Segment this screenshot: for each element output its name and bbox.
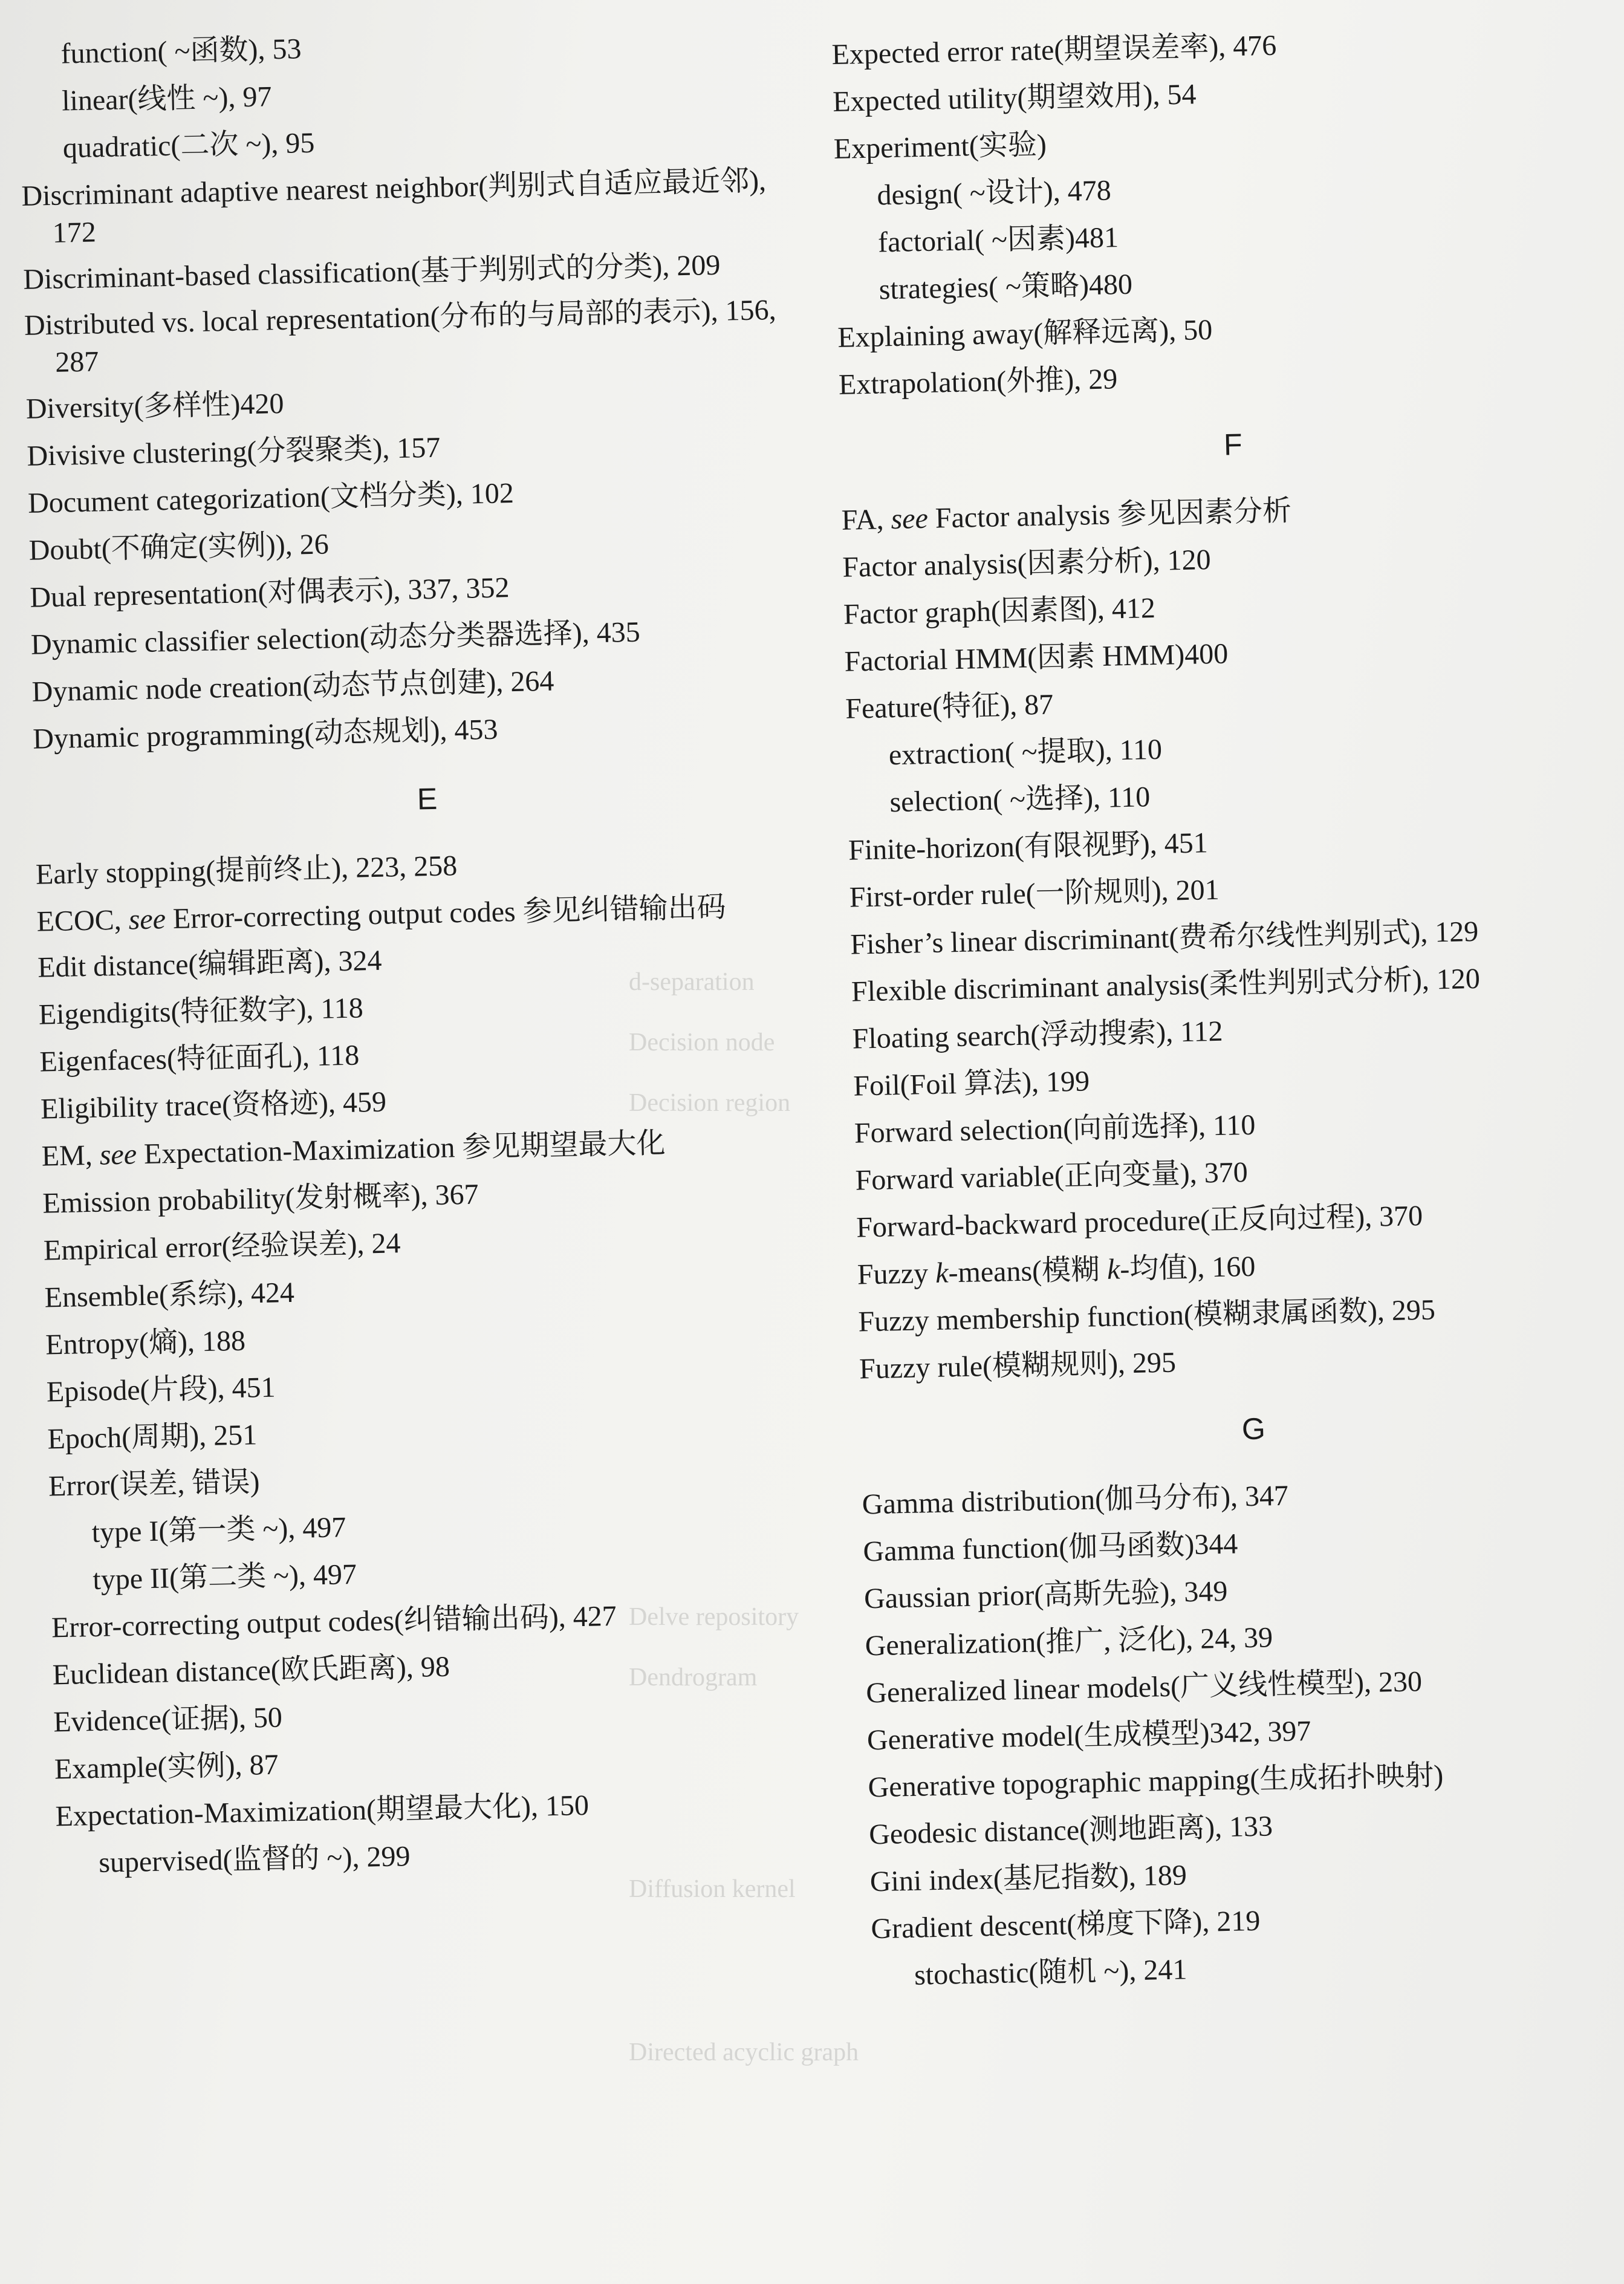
- index-entry: Doubt(不确定(实例)), 26: [28, 528, 330, 567]
- index-entry-see: [841, 486, 1624, 539]
- index-entry: Discriminant-based classification(基于判别式的分类), 209: [22, 249, 721, 296]
- index-subentry: extraction( ~提取), 110: [888, 733, 1163, 772]
- index-subentry: supervised(监督的 ~), 299: [98, 1840, 411, 1879]
- index-entry: Divisive clustering(分裂聚类), 157: [26, 431, 441, 472]
- index-entry: Episode(片段), 451: [46, 1371, 276, 1408]
- bleed-through-text: d-separation: [629, 968, 755, 996]
- index-entry: Expected utility(期望效用), 54: [832, 78, 1197, 118]
- index-entry: Generalized linear models(广义线性模型), 230: [865, 1665, 1423, 1710]
- index-entry-see: [41, 1121, 828, 1175]
- index-entry: Expected error rate(期望误差率), 476: [831, 29, 1277, 71]
- index-subentry: factorial( ~因素)481: [877, 221, 1119, 259]
- index-entry: Finite-horizon(有限视野), 451: [848, 827, 1209, 867]
- see-label: see: [890, 502, 929, 536]
- index-entry: Example(实例), 87: [54, 1748, 279, 1786]
- index-entry: Eigendigits(特征数字), 118: [38, 992, 364, 1031]
- index-entry: Epoch(周期), 251: [47, 1419, 258, 1456]
- entry-term: FA,: [841, 503, 885, 536]
- index-entry: Feature(特征), 87: [845, 688, 1054, 725]
- bleed-through-text: Diffusion kernel: [629, 1875, 796, 1903]
- index-entry: Gamma distribution(伽马分布), 347: [862, 1479, 1289, 1521]
- index-subentry: design( ~设计), 478: [876, 174, 1112, 212]
- index-subentry: function( ~函数), 53: [60, 33, 302, 70]
- index-entry: Geodesic distance(测地距离), 133: [868, 1810, 1273, 1851]
- index-entry: Euclidean distance(欧氏距离), 98: [52, 1650, 450, 1691]
- entry-reference: Error-correcting output codes 参见纠错输出码: [172, 891, 727, 935]
- section-letter-f: F: [1223, 427, 1243, 462]
- index-entry: Foil(Foil 算法), 199: [853, 1065, 1090, 1102]
- index-entry: Dynamic node creation(动态节点创建), 264: [31, 665, 554, 708]
- index-entry: First-order rule(一阶规则), 201: [849, 873, 1220, 914]
- index-entry: Empirical error(经验误差), 24: [43, 1227, 401, 1267]
- index-entry: Generative topographic mapping(生成拓扑映射): [868, 1759, 1444, 1804]
- index-entry: Gini index(基尼指数), 189: [869, 1859, 1187, 1898]
- section-letter-g: G: [1241, 1411, 1266, 1446]
- index-entry: Ensemble(系综), 424: [44, 1276, 295, 1314]
- entry-term: ECOC,: [36, 903, 122, 938]
- index-entry: Eligibility trace(资格迹), 459: [40, 1085, 387, 1125]
- bleed-through-text: Dendrogram: [629, 1664, 758, 1691]
- index-entry: Fuzzy rule(模糊规则), 295: [859, 1346, 1177, 1385]
- entry-reference: Expectation-Maximization 参见期望最大化: [143, 1127, 666, 1171]
- bleed-through-text: Decision node: [629, 1029, 775, 1056]
- entry-text: Fuzzy: [857, 1257, 936, 1291]
- index-entry: Document categorization(文档分类), 102: [27, 477, 515, 519]
- index-entry: Experiment(实验): [833, 128, 1047, 165]
- index-entry: Extrapolation(外推), 29: [838, 363, 1118, 401]
- index-entry: Emission probability(发射概率), 367: [42, 1178, 479, 1220]
- index-entry: Explaining away(解释远离), 50: [837, 313, 1213, 354]
- entry-variable: k: [1106, 1253, 1120, 1286]
- entry-text: -means(模糊: [947, 1253, 1108, 1289]
- index-subentry: selection( ~选择), 110: [889, 781, 1151, 819]
- index-entry: Dynamic programming(动态规划), 453: [32, 713, 498, 755]
- index-entry: Generalization(推广, 泛化), 24, 39: [865, 1621, 1273, 1662]
- index-subentry: quadratic(二次 ~), 95: [62, 126, 315, 164]
- index-entry-fuzzy-kmeans: [857, 1240, 1624, 1293]
- index-entry: Factorial HMM(因素 HMM)400: [844, 637, 1229, 678]
- entry-variable: k: [935, 1257, 949, 1289]
- index-entry: Gradient descent(梯度下降), 219: [871, 1904, 1261, 1945]
- bleed-through-text: Directed acyclic graph: [629, 2038, 859, 2066]
- bleed-through-text: Delve repository: [629, 1603, 799, 1631]
- index-entry: Error(误差, 错误): [48, 1466, 260, 1503]
- index-entry: Error-correcting output codes(纠错输出码), 427: [51, 1599, 617, 1644]
- index-entry: Discriminant adaptive nearest neighbor(判别式自适应最近邻), 172: [21, 164, 767, 249]
- index-subentry: type I(第一类 ~), 497: [91, 1511, 346, 1549]
- index-entry: Forward selection(向前选择), 110: [854, 1108, 1256, 1150]
- section-letter-e: E: [417, 781, 438, 816]
- see-label: see: [99, 1138, 137, 1171]
- entry-text: -均值), 160: [1119, 1250, 1256, 1286]
- see-label: see: [128, 903, 166, 936]
- index-entry: Distributed vs. local representation(分布的与局部的表示), 156, 287: [24, 293, 777, 379]
- index-entry: Forward-backward procedure(正反向过程), 370: [856, 1199, 1423, 1244]
- index-entry-see: [36, 887, 823, 940]
- index-column-right: [831, 20, 1624, 2005]
- index-entry: Diversity(多样性)420: [25, 387, 284, 425]
- index-entry: Flexible discriminant analysis(柔性判别式分析), 120: [851, 962, 1481, 1008]
- index-subentry: type II(第二类 ~), 497: [92, 1558, 357, 1596]
- index-entry: Factor analysis(因素分析), 120: [842, 544, 1212, 584]
- index-entry: Early stopping(提前终止), 223, 258: [35, 850, 458, 891]
- index-entry: Fisher’s linear discriminant(费希尔线性判别式), 129: [849, 915, 1479, 961]
- index-entry: Entropy(熵), 188: [45, 1324, 246, 1361]
- index-entry: Edit distance(编辑距离), 324: [37, 944, 382, 984]
- index-entry: Dual representation(对偶表示), 337, 352: [29, 571, 510, 614]
- index-entry: Evidence(证据), 50: [53, 1701, 283, 1739]
- index-subentry: stochastic(随机 ~), 241: [914, 1953, 1187, 1991]
- index-entry: Generative model(生成模型)342, 397: [866, 1715, 1311, 1757]
- entry-term: EM,: [41, 1139, 93, 1173]
- index-entry: Factor graph(因素图), 412: [843, 591, 1156, 631]
- index-entry: Eigenfaces(特征面孔), 118: [39, 1039, 360, 1078]
- index-entry: Floating search(浮动搜索), 112: [852, 1015, 1223, 1055]
- index-entry: Dynamic classifier selection(动态分类器选择), 435: [30, 616, 641, 661]
- index-entry: Gaussian prior(高斯先验), 349: [863, 1575, 1228, 1615]
- index-entry: Gamma function(伽马函数)344: [862, 1528, 1238, 1568]
- index-entry: Forward variable(正向变量), 370: [855, 1156, 1249, 1197]
- index-column-left: [18, 20, 843, 1893]
- index-subentry: strategies( ~策略)480: [879, 268, 1133, 306]
- index-subentry: linear(线性 ~), 97: [61, 80, 272, 117]
- entry-reference: Factor analysis 参见因素分析: [935, 495, 1292, 535]
- bleed-through-text: Decision region: [629, 1089, 791, 1117]
- index-entry: Fuzzy membership function(模糊隶属函数), 295: [857, 1293, 1436, 1338]
- index-entry: Expectation-Maximization(期望最大化), 150: [55, 1789, 590, 1833]
